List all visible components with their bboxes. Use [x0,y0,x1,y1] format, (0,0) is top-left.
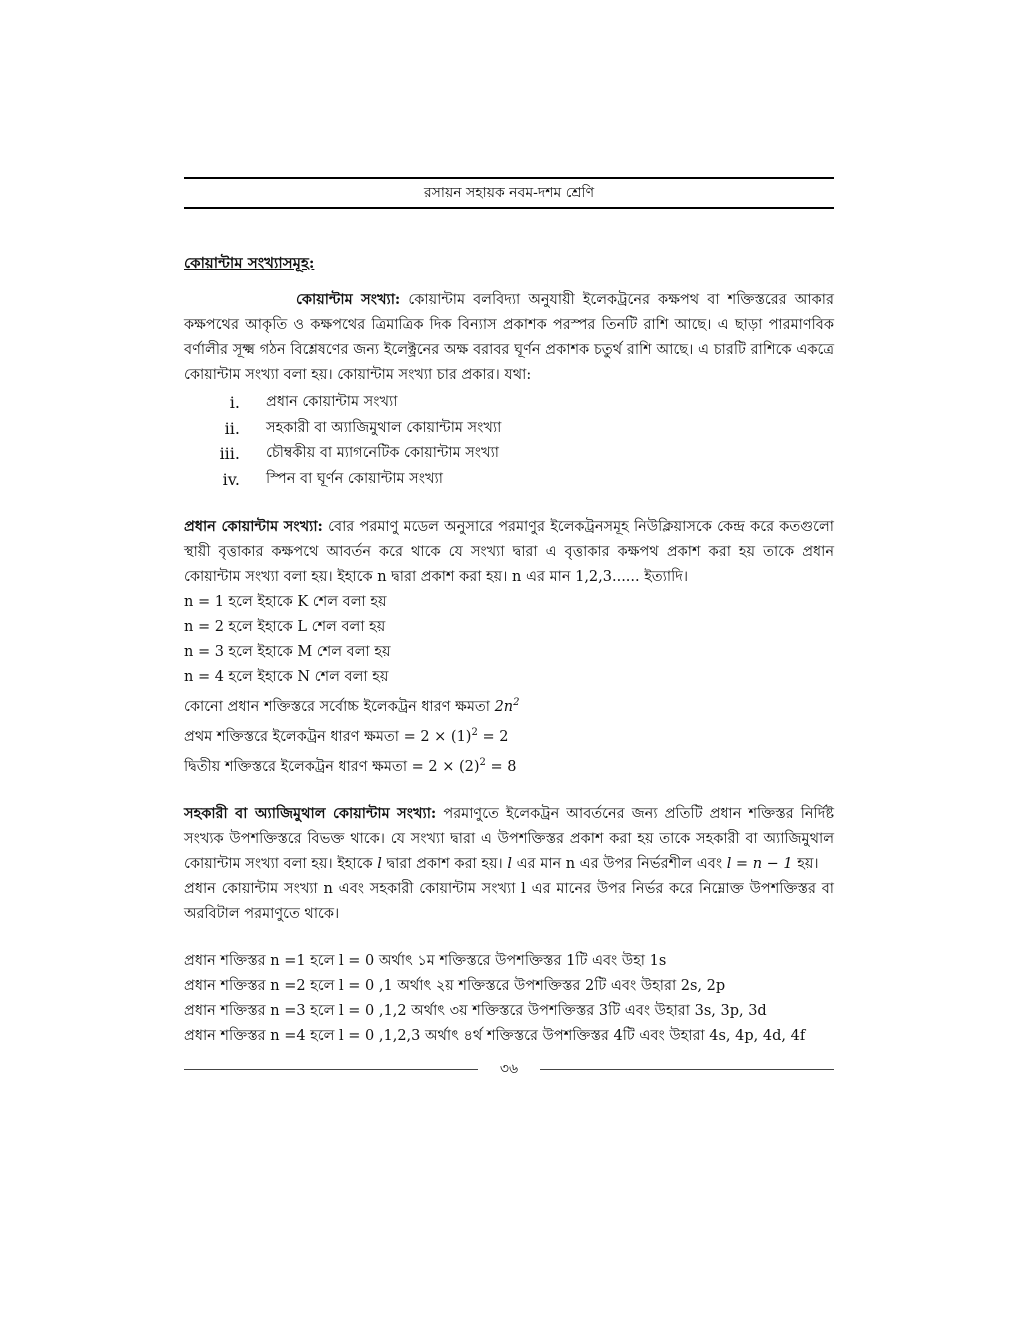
section-title: কোয়ান্টাম সংখ্যাসমূহ: [184,254,315,272]
page-footer [184,1059,834,1079]
shell-line: n = 2 হলে ইহাকে L শেল বলা হয় [184,619,386,635]
intro-term: কোয়ান্টাম সংখ্যা: [296,291,401,308]
first-shell-exponent: 2 [471,726,478,738]
first-shell-capacity [184,720,834,750]
list-item [184,416,834,442]
second-shell-text: দ্বিতীয় শক্তিস্তরে ইলেকট্রন ধারণ ক্ষমতা = 2 × (2) [184,758,480,775]
subshell-line: প্রধান শক্তিস্তর n =1 হলে l = 0 অর্থাৎ ১ম শক্তিস্তরে উপশক্তিস্তর 1টি এবং উহা 1s [184,953,667,970]
shell-line: n = 1 হলে ইহাকে K শেল বলা হয় [184,594,387,610]
footer-rule-left [184,1069,478,1070]
running-header: রসায়ন সহায়ক নবম-দশম শ্রেণি [184,177,834,209]
azimuthal-text: এর মান n এর উপর নির্ভরশীল এবং [511,856,727,873]
list-item-label: চৌম্বকীয় বা ম্যাগনেটিক কোয়ান্টাম সংখ্যা [266,445,499,461]
azimuthal-text: হয়। [792,856,819,873]
quantum-number-types-list [184,390,834,492]
subshell-line: প্রধান শক্তিস্তর n =3 হলে l = 0 ,1,2 অর্থাৎ ৩য় শক্তিস্তরে উপশক্তিস্তর 3টি এবং উহারা 3s, 3p, 3d [184,1003,767,1020]
azimuthal-text: দ্বারা প্রকাশ করা হয়। [381,856,508,873]
first-shell-text: প্রথম শক্তিস্তরে ইলেকট্রন ধারণ ক্ষমতা = 2 × (1) [184,728,472,745]
page-number: ৩৬ [499,1061,519,1077]
azimuthal-term: সহকারী বা অ্যাজিমুথাল কোয়ান্টাম সংখ্যা: [184,805,437,823]
list-item-number: ii. [224,418,240,438]
azimuthal-paragraph [184,801,834,877]
page-content [184,177,834,1049]
list-item [184,467,834,493]
second-shell-result: = 8 [485,758,517,775]
intro-text: কোয়ান্টাম বলবিদ্যা অনুযায়ী ইলেকট্রনের কক্ষপথ বা শক্তিস্তরের আকার কক্ষপথের আকৃতি ও কক্ষপথের ত্রিমাত্রিক দিক বিন্যাস প্রকাশক পরস্পর তিনটি রাশি আছে। এ ছাড়া পারমাণবিক বর্ণালীর সূক্ষ্ম গঠন বিশ্লেষণের জন্য ইলেক্ট্রনের অক্ষ বরাবর ঘূর্ণন প্রকাশক চতুর্থ রাশি আছে। এ চারটি রাশিকে একত্রে কোয়ান্টাম সংখ্যা বলা হয়। কোয়ান্টাম সংখ্যা চার প্রকার। যথা: [184,292,834,383]
azimuthal-symbol: l [507,856,512,873]
principal-text: বোর পরমাণু মডেল অনুসারে পরমাণুর ইলেকট্রনসমূহ নিউক্লিয়াসকে কেন্দ্র করে কতগুলো স্থায়ী বৃত্তাকার কক্ষপথে আবর্তন করে থাকে যে সংখ্যা দ্বারা এ বৃত্তাকার কক্ষপথ প্রকাশ করা হয় তাকে প্রধান কোয়ান্টাম সংখ্যা বলা হয়। ইহাকে n দ্বারা প্রকাশ করা হয়। n এর মান 1,2,3...... ইত্যাদি। [184,519,834,585]
intro-paragraph [184,287,834,388]
subshell-line: প্রধান শক্তিস্তর n =2 হলে l = 0 ,1 অর্থাৎ ২য় শক্তিস্তরে উপশক্তিস্তর 2টি এবং উহারা 2s, 2p [184,978,726,995]
capacity-formula: 2n [494,698,514,715]
list-item-number: iv. [222,469,240,489]
second-shell-capacity [184,750,834,780]
azimuthal-formula: l = n − 1 [726,856,793,873]
list-item-number: i. [229,393,240,412]
dependence-paragraph: প্রধান কোয়ান্টাম সংখ্যা n এবং সহকারী কোয়ান্টাম সংখ্যা l এর মানের উপর নির্ভর করে নিম্নোক্ত উপশক্তিস্তর বা অরবিটাল পরমাণুতে থাকে। [184,881,834,923]
list-item-label: সহকারী বা অ্যাজিমুথাল কোয়ান্টাম সংখ্যা [266,419,502,436]
azimuthal-text: পরমাণুতে ইলেকট্রন আবর্তনের জন্য প্রতিটি প্রধান শক্তিস্তর নির্দিষ্ট সংখ্যক উপশক্তিস্তরে বিভক্ত থাকে। যে সংখ্যা দ্বারা এ উপশক্তিস্তর প্রকাশ করা হয় তাকে সহকারী বা অ্যাজিমুথাল কোয়ান্টাম সংখ্যা বলা হয়। ইহাকে [184,806,835,873]
capacity-line [184,690,834,720]
footer-rule-right [540,1069,834,1070]
first-shell-result: = 2 [477,728,509,745]
principal-paragraph [184,514,834,590]
azimuthal-symbol: l [377,856,382,873]
shell-line: n = 3 হলে ইহাকে M শেল বলা হয় [184,644,391,660]
capacity-text: কোনো প্রধান শক্তিস্তরে সর্বোচ্চ ইলেকট্রন ধারণ ক্ষমতা [184,698,495,715]
second-shell-exponent: 2 [479,756,486,768]
list-item [184,441,834,467]
capacity-exponent: 2 [513,697,520,708]
list-item-label: স্পিন বা ঘূর্ণন কোয়ান্টাম সংখ্যা [266,470,443,487]
list-item-label: প্রধান কোয়ান্টাম সংখ্যা [266,394,398,410]
list-item [184,390,834,416]
list-item-number: iii. [219,444,240,463]
shell-line: n = 4 হলে ইহাকে N শেল বলা হয় [184,669,389,685]
subshell-line: প্রধান শক্তিস্তর n =4 হলে l = 0 ,1,2,3 অর্থাৎ ৪র্থ শক্তিস্তরে উপশক্তিস্তর 4টি এবং উহারা 4s, 4p, 4d, 4f [184,1028,806,1045]
principal-term: প্রধান কোয়ান্টাম সংখ্যা: [184,518,323,535]
